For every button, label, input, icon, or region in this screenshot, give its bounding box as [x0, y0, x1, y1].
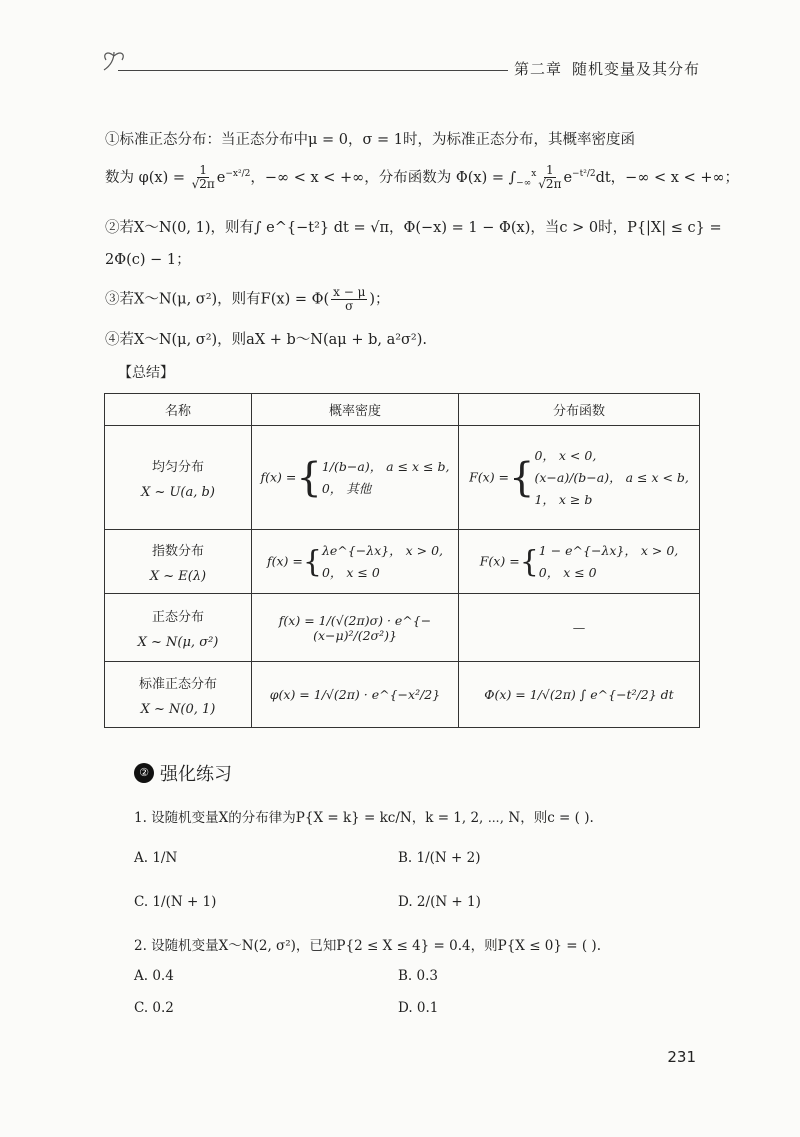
density-cell: φ(x) = 1/√(2π) · e^{−x²/2} — [252, 662, 459, 728]
case-line: 0， x < 0, — [534, 447, 597, 463]
cdf-cell: — — [459, 594, 700, 662]
header-density: 概率密度 — [252, 394, 459, 426]
chapter-name: 随机变量及其分布 — [571, 60, 700, 78]
density-cell — [252, 530, 459, 594]
fx-label: f(x) = — [267, 553, 303, 568]
row-name-cell — [105, 530, 252, 594]
summary-table — [104, 393, 700, 728]
frac-den: σ — [345, 299, 354, 313]
row-name-cell — [105, 662, 252, 728]
brace-icon: { — [302, 544, 322, 579]
question-2: 2. 设随机变量X～N(2, σ²)，已知P{2 ≤ X ≤ 4} = 0.4，则P{X ≤ 0} = ( ). — [134, 938, 601, 954]
Phi-fraction — [538, 164, 561, 191]
frac-num: x − μ — [333, 285, 366, 299]
phi-tail: dt，−∞ < x < +∞； — [595, 169, 740, 186]
page-number: 231 — [667, 1048, 696, 1066]
density-cell — [252, 426, 459, 530]
phi-label: 数为 φ(x) = — [105, 169, 190, 186]
dist-notation: X ~ N(μ, σ²) — [137, 634, 219, 650]
dist-notation: X ~ U(a, b) — [141, 484, 215, 500]
header-cdf: 分布函数 — [459, 394, 700, 426]
brace-icon: { — [509, 454, 535, 501]
table-row — [105, 426, 700, 530]
phi-fraction — [192, 164, 215, 191]
frac-den: √2π — [191, 177, 215, 192]
case-line: (x−a)/(b−a)， a ≤ x < b, — [534, 469, 689, 485]
q2-option-c: C. 0.2 — [134, 1000, 174, 1016]
table-row — [105, 662, 700, 728]
frac-num: 1 — [546, 163, 554, 178]
dist-name: 指数分布 — [151, 543, 204, 559]
dist-name: 均匀分布 — [151, 459, 204, 475]
para-4: ④若X～N(μ, σ²)，则aX + b～N(aμ + b, a²σ²). — [105, 332, 428, 348]
exercise-heading — [134, 760, 232, 786]
table-row — [105, 530, 700, 594]
case-line: 0， x ≤ 0 — [538, 564, 597, 580]
q2-option-d: D. 0.1 — [398, 1000, 439, 1016]
para-3 — [105, 286, 390, 313]
frac-den: √2π — [538, 177, 562, 192]
cdf-cell — [459, 530, 700, 594]
chapter-title — [504, 58, 700, 79]
q1-option-a: A. 1/N — [134, 850, 178, 866]
cdf-cell: Φ(x) = 1/√(2π) ∫ e^{−t²/2} dt — [459, 662, 700, 728]
case-line: 0， x ≤ 0 — [321, 564, 380, 580]
section-badge: ② — [134, 763, 154, 783]
dist-name: 标准正态分布 — [138, 676, 217, 692]
table-header-row — [105, 394, 700, 426]
brace-icon: { — [519, 544, 539, 579]
fx-label: f(x) = — [260, 469, 297, 484]
row-name-cell — [105, 426, 252, 530]
brace-icon: { — [296, 454, 322, 501]
p3-pre: ③若X～N(μ, σ²)，则有F(x) = Φ( — [105, 291, 330, 308]
case-line: 1， x ≥ b — [534, 491, 593, 507]
q1-option-c: C. 1/(N + 1) — [134, 894, 217, 910]
Phi-label: ，−∞ < x < +∞，分布函数为 Φ(x) = ∫ — [250, 169, 517, 186]
Fx-label: F(x) = — [469, 469, 510, 484]
header-name: 名称 — [105, 394, 252, 426]
para-1b: 数为 φ(x) = $\frac{1}{√2\pi}$ $e^{-x^2/2}$，−∞ < x < +∞，分布函数为 $\Phi(x) = \int_{-\infty}^x$ $\frac{1}{√2\pi}$ $e^{-t^2/2}dt$，−∞ < x < +∞； — [105, 163, 740, 192]
q2-option-b: B. 0.3 — [398, 968, 438, 984]
table-row — [105, 594, 700, 662]
question-1: 1. 设随机变量X的分布律为P{X = k} = kc/N，k = 1, 2, ⋯, N，则c = ( ). — [134, 810, 594, 826]
frac-num: 1 — [199, 163, 208, 178]
para-2a: ②若X～N(0, 1)，则有∫ e^{−t²} dt = √π，Φ(−x) = 1 − Φ(x)，当c > 0时，P{|X| ≤ c} = — [105, 220, 722, 236]
case-line: 1 − e^{−λx}， x > 0, — [538, 542, 679, 558]
row-name-cell — [105, 594, 252, 662]
dist-notation: X ~ E(λ) — [149, 568, 207, 584]
exercise-title: 强化练习 — [160, 764, 232, 785]
chapter-number: 第二章 — [513, 60, 562, 78]
standardize-fraction — [331, 286, 367, 313]
dist-notation: X ~ N(0, 1) — [140, 701, 216, 717]
para-1a: ①标准正态分布：当正态分布中μ = 0，σ = 1时，为标准正态分布，其概率密度函 — [105, 132, 636, 148]
dist-name: 正态分布 — [151, 609, 204, 625]
summary-label: 【总结】 — [118, 365, 174, 381]
Fx-label: F(x) = — [479, 553, 520, 568]
density-cell: f(x) = 1/(√(2π)σ) · e^{−(x−μ)²/(2σ²)} — [252, 594, 459, 662]
q1-option-b: B. 1/(N + 2) — [398, 850, 481, 866]
case-line: λe^{−λx}， x > 0, — [321, 542, 443, 558]
para-2b: 2Φ(c) − 1； — [105, 252, 191, 268]
case-line: 1/(b−a)， a ≤ x ≤ b, — [321, 458, 450, 474]
q2-option-a: A. 0.4 — [134, 968, 174, 984]
header-rule — [118, 70, 508, 71]
p3-post: )； — [369, 291, 390, 308]
cdf-cell — [459, 426, 700, 530]
running-header — [100, 46, 700, 86]
case-line: 0， 其他 — [321, 480, 372, 496]
q1-option-d: D. 2/(N + 1) — [398, 894, 481, 910]
